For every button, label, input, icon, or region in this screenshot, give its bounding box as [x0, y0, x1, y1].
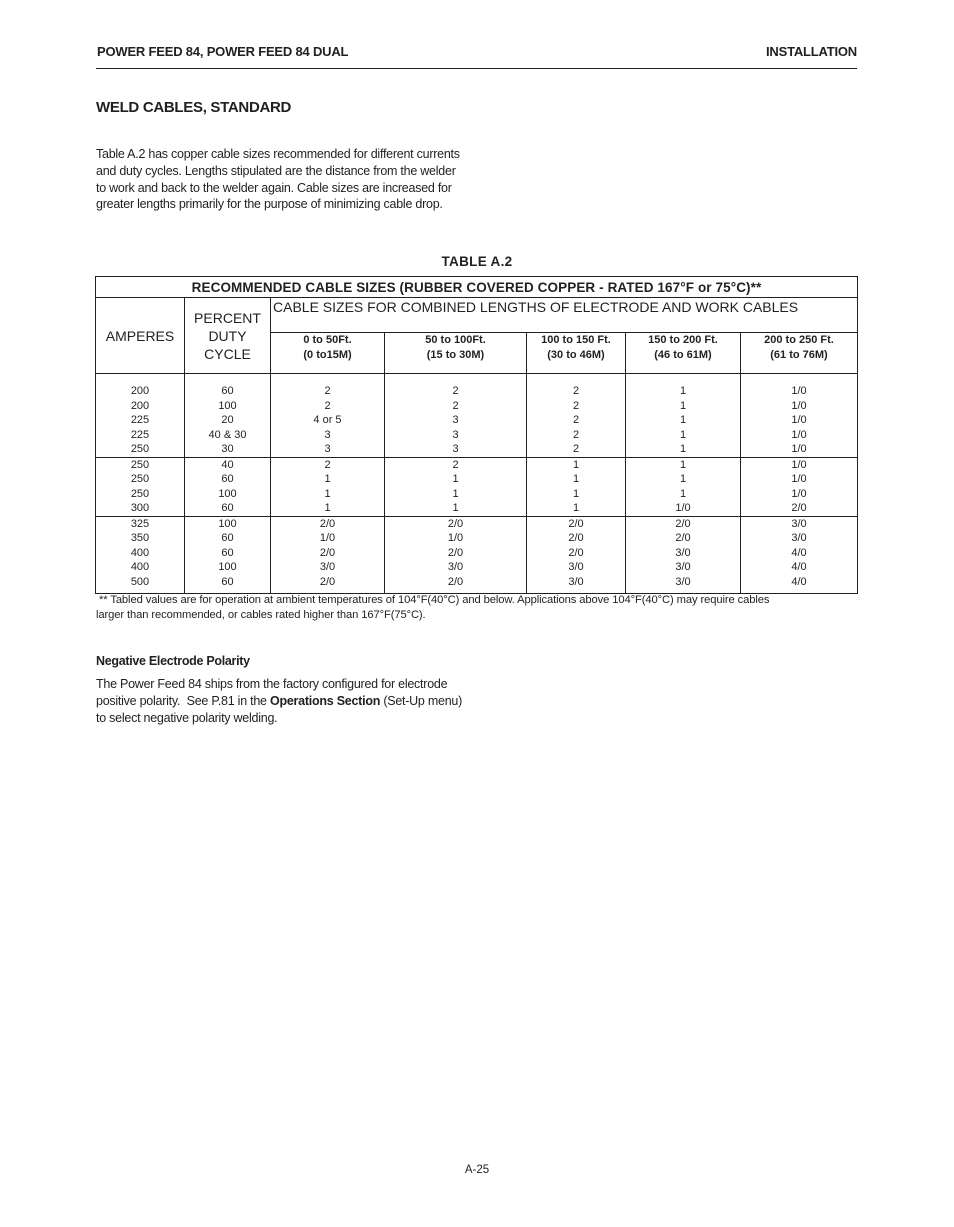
table-value: 3/0	[568, 561, 584, 573]
table-value: 100	[218, 487, 237, 500]
size-0-50-cell	[271, 374, 385, 458]
table-value: 4/0	[791, 575, 807, 588]
size-50-100-cell	[385, 374, 527, 458]
table-value: 2/0	[568, 517, 584, 530]
duty-header-line: PERCENT	[194, 309, 261, 326]
page-number: A-25	[464, 1164, 490, 1176]
table-value: 1/0	[447, 532, 464, 544]
length-header-line: (30 to 46M)	[547, 349, 605, 361]
table-value: 2	[452, 458, 459, 471]
table-value: 225	[130, 428, 150, 441]
table-value: 2/0	[319, 546, 336, 559]
table-value: 3/0	[319, 561, 336, 573]
table-value: 2/0	[319, 575, 336, 588]
length-header-line: (61 to 76M)	[770, 349, 828, 361]
size-200-250-cell	[741, 516, 858, 593]
table-title: TABLE A.2	[441, 254, 513, 269]
table-banner-row	[96, 277, 858, 298]
intro-line: and duty cycles. Lengths stipulated are the distance from the welder	[96, 163, 456, 178]
length-header-line: 150 to 200 Ft.	[648, 334, 718, 346]
table-value: 2/0	[447, 575, 464, 588]
table-value: 4/0	[791, 561, 807, 573]
footnote-line: ** Tabled values are for operation at ambient temperatures of 104°F(40°C) and below. Applications above 104°F(40°C) may require cables	[96, 594, 770, 606]
table-value: 40	[221, 458, 234, 471]
amperes-cell	[96, 457, 185, 516]
table-value: 1	[572, 473, 580, 485]
table-value: 250	[130, 487, 150, 500]
table-value: 1	[324, 473, 331, 485]
intro-paragraph	[96, 146, 476, 213]
size-100-150-cell	[527, 457, 626, 516]
table-value: 60	[221, 546, 234, 559]
table-value: 2/0	[791, 502, 807, 514]
polarity-line: to select negative polarity welding.	[96, 710, 278, 725]
table-value: 3	[452, 428, 459, 441]
size-100-150-cell	[527, 374, 626, 458]
duty-cycle-header	[185, 298, 271, 374]
table-value: 2	[572, 385, 580, 397]
length-header-100-150	[527, 333, 626, 374]
length-header-0-50	[271, 333, 385, 374]
intro-line: greater lengths primarily for the purpose of minimizing cable drop.	[96, 197, 443, 212]
table-value: 3/0	[675, 575, 691, 588]
polarity-paragraph	[96, 676, 486, 726]
size-50-100-cell	[385, 457, 527, 516]
length-header-line: 200 to 250 Ft.	[764, 334, 834, 346]
table-value: 60	[221, 575, 234, 588]
table-value: 325	[130, 517, 150, 530]
size-200-250-cell	[741, 374, 858, 458]
table-value: 1/0	[791, 443, 807, 455]
table-value: 1/0	[791, 458, 807, 471]
table-value: 400	[130, 546, 150, 559]
table-value: 100	[218, 399, 237, 412]
table-value: 1	[324, 487, 331, 500]
polarity-text: (Set-Up menu)	[380, 693, 463, 708]
table-value: 1	[572, 502, 580, 514]
page-header	[96, 43, 857, 69]
table-value: 3/0	[568, 575, 584, 588]
duty-cycle-cell	[185, 516, 271, 593]
table-value: 3/0	[791, 517, 807, 530]
length-header-50-100	[385, 333, 527, 374]
operations-section-ref: Operations Section	[269, 693, 381, 708]
table-value: 300	[130, 502, 150, 514]
table-value: 1	[679, 473, 687, 485]
size-100-150-cell	[527, 516, 626, 593]
table-value: 1	[572, 487, 580, 500]
table-value: 3	[324, 443, 331, 455]
table-footnote	[96, 593, 866, 623]
table-value: 2/0	[447, 546, 464, 559]
table-value: 1	[679, 443, 687, 455]
table-value: 30	[221, 443, 234, 455]
table-value: 2	[324, 385, 331, 397]
table-value: 100	[218, 517, 237, 530]
polarity-title: Negative Electrode Polarity	[96, 654, 250, 668]
size-50-100-cell	[385, 516, 527, 593]
table-value: 3	[324, 428, 331, 441]
table-value: 2/0	[568, 546, 584, 559]
table-value: 1	[452, 487, 459, 500]
table-value: 3	[452, 414, 459, 426]
table-value: 4/0	[791, 546, 807, 559]
size-150-200-cell	[626, 516, 741, 593]
table-value: 2/0	[568, 532, 584, 544]
length-header-line: (0 to15M)	[303, 349, 352, 361]
table-value: 4 or 5	[313, 414, 342, 426]
table-value: 1	[452, 473, 459, 485]
table-value: 2/0	[319, 517, 336, 530]
duty-cycle-cell	[185, 374, 271, 458]
table-row-group	[96, 374, 858, 458]
table-value: 60	[221, 385, 234, 397]
table-value: 3/0	[675, 546, 691, 559]
table-value: 1/0	[791, 428, 807, 441]
table-value: 1/0	[791, 399, 807, 412]
table-value: 1	[679, 487, 687, 500]
duty-header-line: DUTY	[208, 327, 247, 344]
size-0-50-cell	[271, 516, 385, 593]
table-value: 3/0	[447, 561, 464, 573]
amperes-header: AMPERES	[96, 298, 185, 374]
table-value: 1	[572, 458, 580, 471]
table-value: 1/0	[791, 487, 807, 500]
table-value: 1	[679, 458, 687, 471]
table-value: 2	[452, 399, 459, 412]
footnote-line: larger than recommended, or cables rated higher than 167°F(75°C).	[96, 609, 426, 621]
cable-size-table	[95, 276, 858, 594]
size-150-200-cell	[626, 374, 741, 458]
length-header-200-250	[741, 333, 858, 374]
table-value: 2/0	[675, 532, 691, 544]
amperes-cell	[96, 374, 185, 458]
table-value: 100	[218, 561, 237, 573]
table-value: 250	[130, 458, 150, 471]
table-value: 3	[452, 443, 459, 455]
table-value: 1/0	[319, 532, 336, 544]
table-row-group	[96, 457, 858, 516]
table-value: 2/0	[447, 517, 464, 530]
amperes-cell	[96, 516, 185, 593]
table-header-row	[96, 298, 858, 333]
table-banner: RECOMMENDED CABLE SIZES (RUBBER COVERED COPPER - RATED 167°F or 75°C)**	[96, 277, 858, 298]
table-value: 2/0	[675, 517, 691, 530]
combined-lengths-header: CABLE SIZES FOR COMBINED LENGTHS OF ELECTRODE AND WORK CABLES	[271, 298, 858, 333]
duty-header-line: CYCLE	[204, 345, 251, 362]
table-value: 2	[324, 399, 331, 412]
size-150-200-cell	[626, 457, 741, 516]
table-value: 225	[130, 414, 150, 426]
table-value: 1/0	[791, 414, 807, 426]
table-value: 2	[572, 443, 580, 455]
polarity-line	[96, 693, 486, 710]
polarity-text: positive polarity. See P.81 in the	[96, 693, 270, 708]
table-value: 2	[452, 385, 459, 397]
table-value: 250	[130, 443, 150, 455]
section-title: WELD CABLES, STANDARD	[96, 99, 292, 116]
length-header-line: 100 to 150 Ft.	[541, 334, 611, 346]
table-value: 3/0	[791, 532, 807, 544]
table-value: 2	[572, 399, 580, 412]
length-header-line: (46 to 61M)	[654, 349, 712, 361]
table-value: 20	[221, 414, 234, 426]
table-value: 60	[221, 473, 234, 485]
table-value: 1/0	[791, 385, 807, 397]
header-product-title: POWER FEED 84, POWER FEED 84 DUAL	[97, 44, 349, 59]
intro-line: Table A.2 has copper cable sizes recommended for different currents	[96, 147, 460, 161]
table-row-group	[96, 516, 858, 593]
table-value: 1	[452, 502, 459, 514]
table-value: 200	[130, 385, 150, 397]
length-header-line: (15 to 30M)	[426, 349, 485, 361]
size-200-250-cell	[741, 457, 858, 516]
table-value: 1	[679, 385, 687, 397]
table-value: 60	[221, 532, 234, 544]
length-header-line: 0 to 50Ft.	[303, 334, 352, 346]
duty-cycle-cell	[185, 457, 271, 516]
table-value: 1/0	[675, 502, 691, 514]
table-value: 2	[572, 414, 580, 426]
intro-line: to work and back to the welder again. Cable sizes are increased for	[96, 180, 452, 195]
table-value: 40 & 30	[208, 428, 247, 441]
table-value: 200	[130, 399, 150, 412]
table-value: 60	[221, 502, 234, 514]
polarity-line: The Power Feed 84 ships from the factory configured for electrode	[96, 677, 448, 691]
table-value: 250	[130, 473, 150, 485]
table-value: 1	[324, 502, 331, 514]
table-value: 400	[130, 561, 150, 573]
table-value: 3/0	[675, 561, 691, 573]
table-value: 1	[679, 399, 687, 412]
size-0-50-cell	[271, 457, 385, 516]
header-section-name: INSTALLATION	[766, 44, 857, 59]
table-value: 2	[572, 428, 580, 441]
table-value: 1	[679, 428, 687, 441]
length-header-150-200	[626, 333, 741, 374]
table-value: 500	[130, 575, 150, 588]
table-value: 1	[679, 414, 687, 426]
table-value: 2	[324, 458, 331, 471]
length-header-line: 50 to 100Ft.	[425, 334, 486, 346]
table-value: 1/0	[791, 473, 807, 485]
table-value: 350	[130, 532, 150, 544]
